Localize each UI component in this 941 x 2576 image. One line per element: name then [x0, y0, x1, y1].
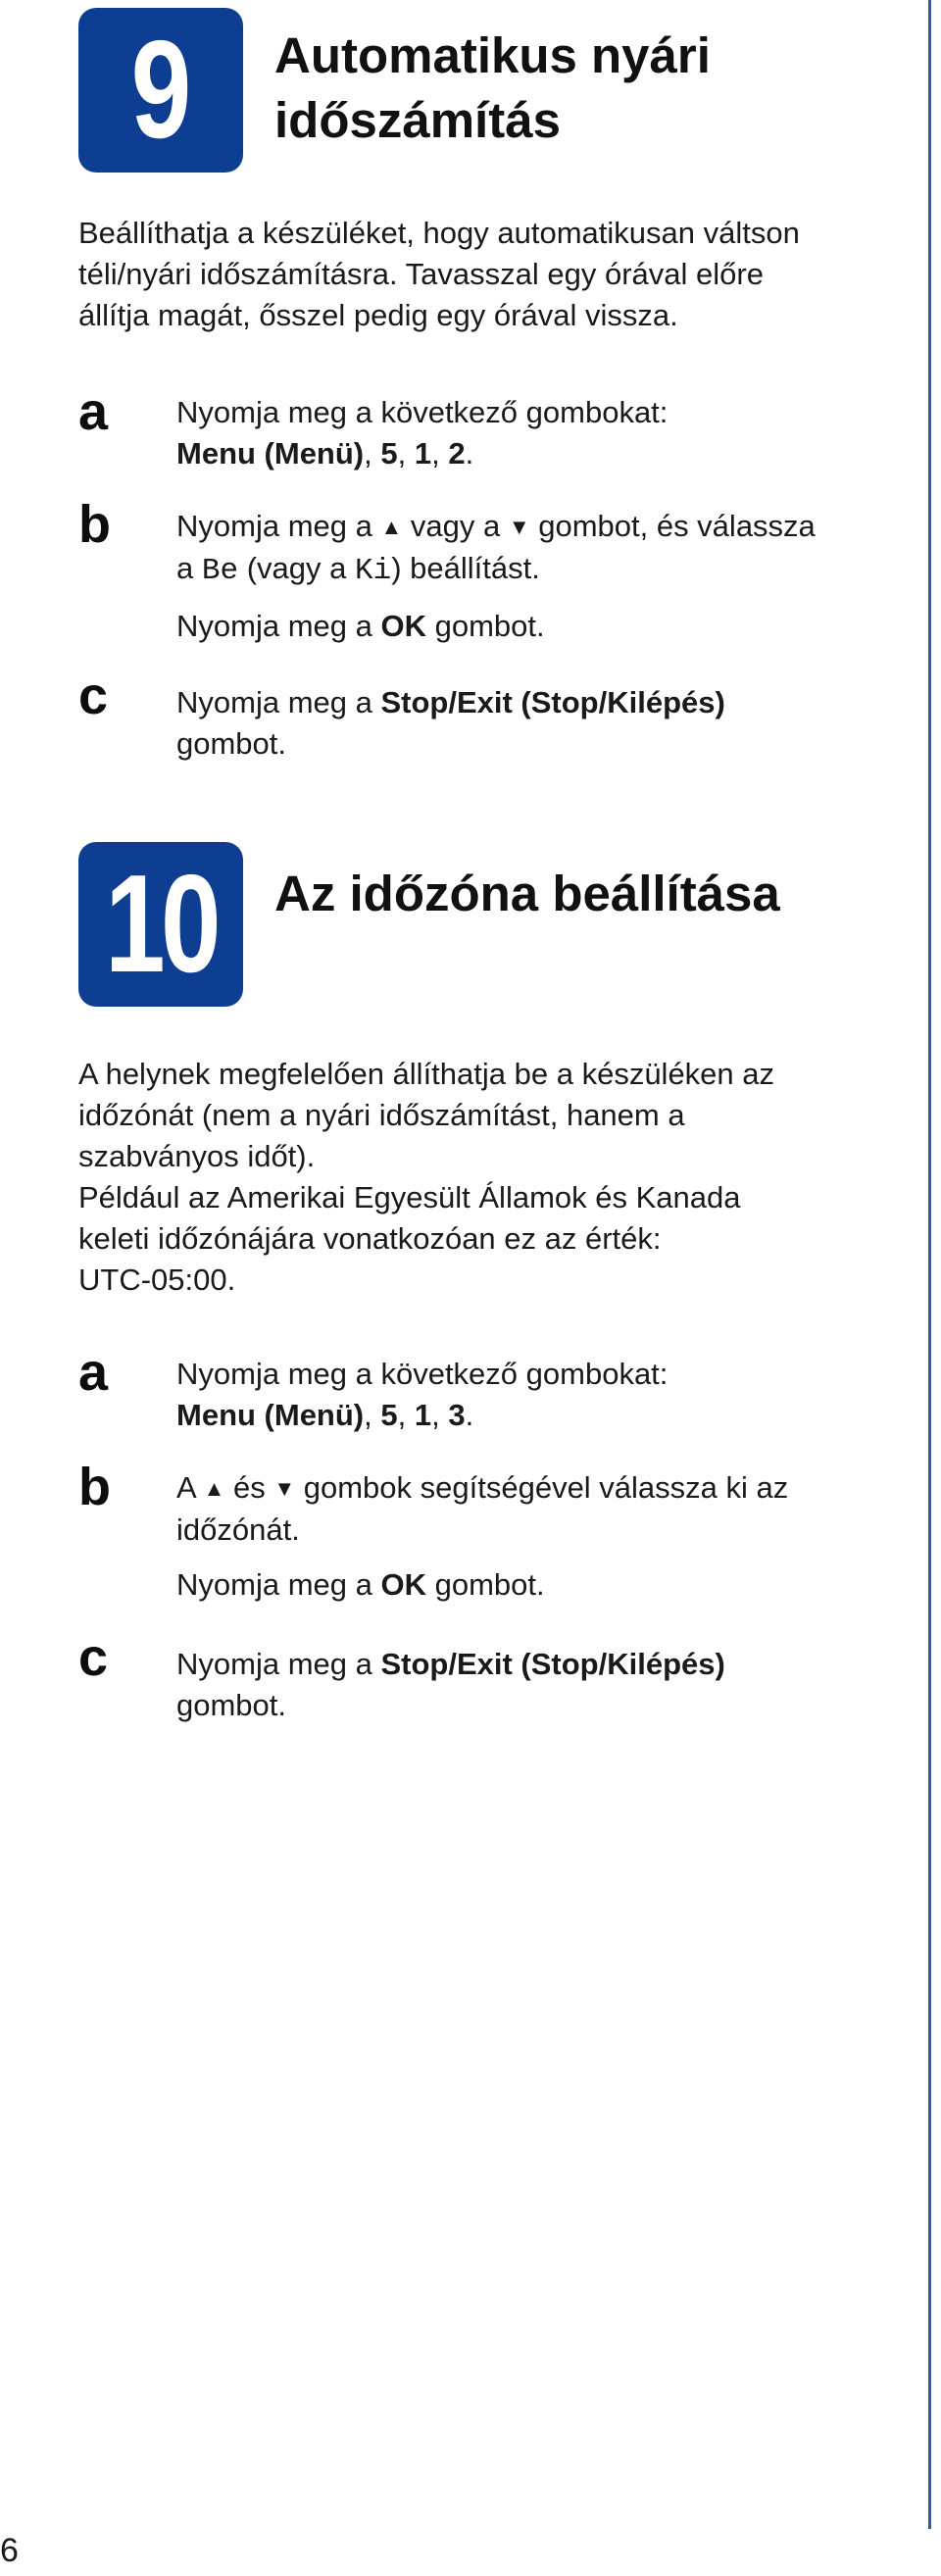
step-letter-a: a — [78, 1343, 109, 1402]
timezone-intro-paragraph: A helynek megfelelően állíthatja be a készüléken az időzónát (nem a nyári időszámítást, hanem a szabványos időt). Például az Amerikai Egyesült Államok és Kanada keleti időzónájára vonatkozóan ez az érték: UTC-05:00. — [78, 1057, 775, 1297]
timezone-step-c-text: Nyomja meg a Stop/Exit (Stop/Kilépés) gombot. — [176, 1647, 725, 1722]
up-arrow-icon: ▲ — [203, 1476, 225, 1501]
step-number-badge-9: 9 — [78, 8, 243, 173]
step-letter-a: a — [78, 382, 109, 441]
step-letter-b: b — [78, 495, 111, 554]
dst-intro-paragraph: Beállíthatja a készüléket, hogy automatikusan váltson téli/nyári időszámításra. Tavasszal egy órával előre állítja magát, ősszel pedig egy órával vissza. — [78, 216, 800, 332]
page-number: 6 — [0, 2532, 19, 2569]
step-letter-c: c — [78, 667, 109, 725]
up-arrow-icon: ▲ — [380, 515, 403, 539]
step-number-badge-10: 10 — [78, 842, 243, 1007]
down-arrow-icon: ▼ — [508, 515, 530, 539]
dst-step-a-text: Nyomja meg a következő gombokat: Menu (Menü), 5, 1, 2. — [176, 395, 669, 471]
down-arrow-icon: ▼ — [273, 1476, 296, 1501]
dst-step-c-text: Nyomja meg a Stop/Exit (Stop/Kilépés) gombot. — [176, 685, 725, 761]
right-margin-rule — [928, 0, 931, 2529]
step-letter-c: c — [78, 1628, 109, 1687]
timezone-step-b-text: A ▲ és ▼ gombok segítségével válassza ki az időzónát. Nyomja meg a OK gombot. — [176, 1470, 789, 1602]
step-letter-b: b — [78, 1458, 111, 1516]
timezone-step-a-text: Nyomja meg a következő gombokat: Menu (Menü), 5, 1, 3. — [176, 1357, 669, 1432]
section-title-timezone: Az időzóna beállítása — [274, 866, 780, 921]
section-title-dst: Automatikus nyári időszámítás — [274, 27, 711, 148]
dst-step-b-text: Nyomja meg a ▲ vagy a ▼ gombot, és válassza a Be (vagy a Ki) beállítást. Nyomja meg a OK gombot. — [176, 509, 816, 643]
